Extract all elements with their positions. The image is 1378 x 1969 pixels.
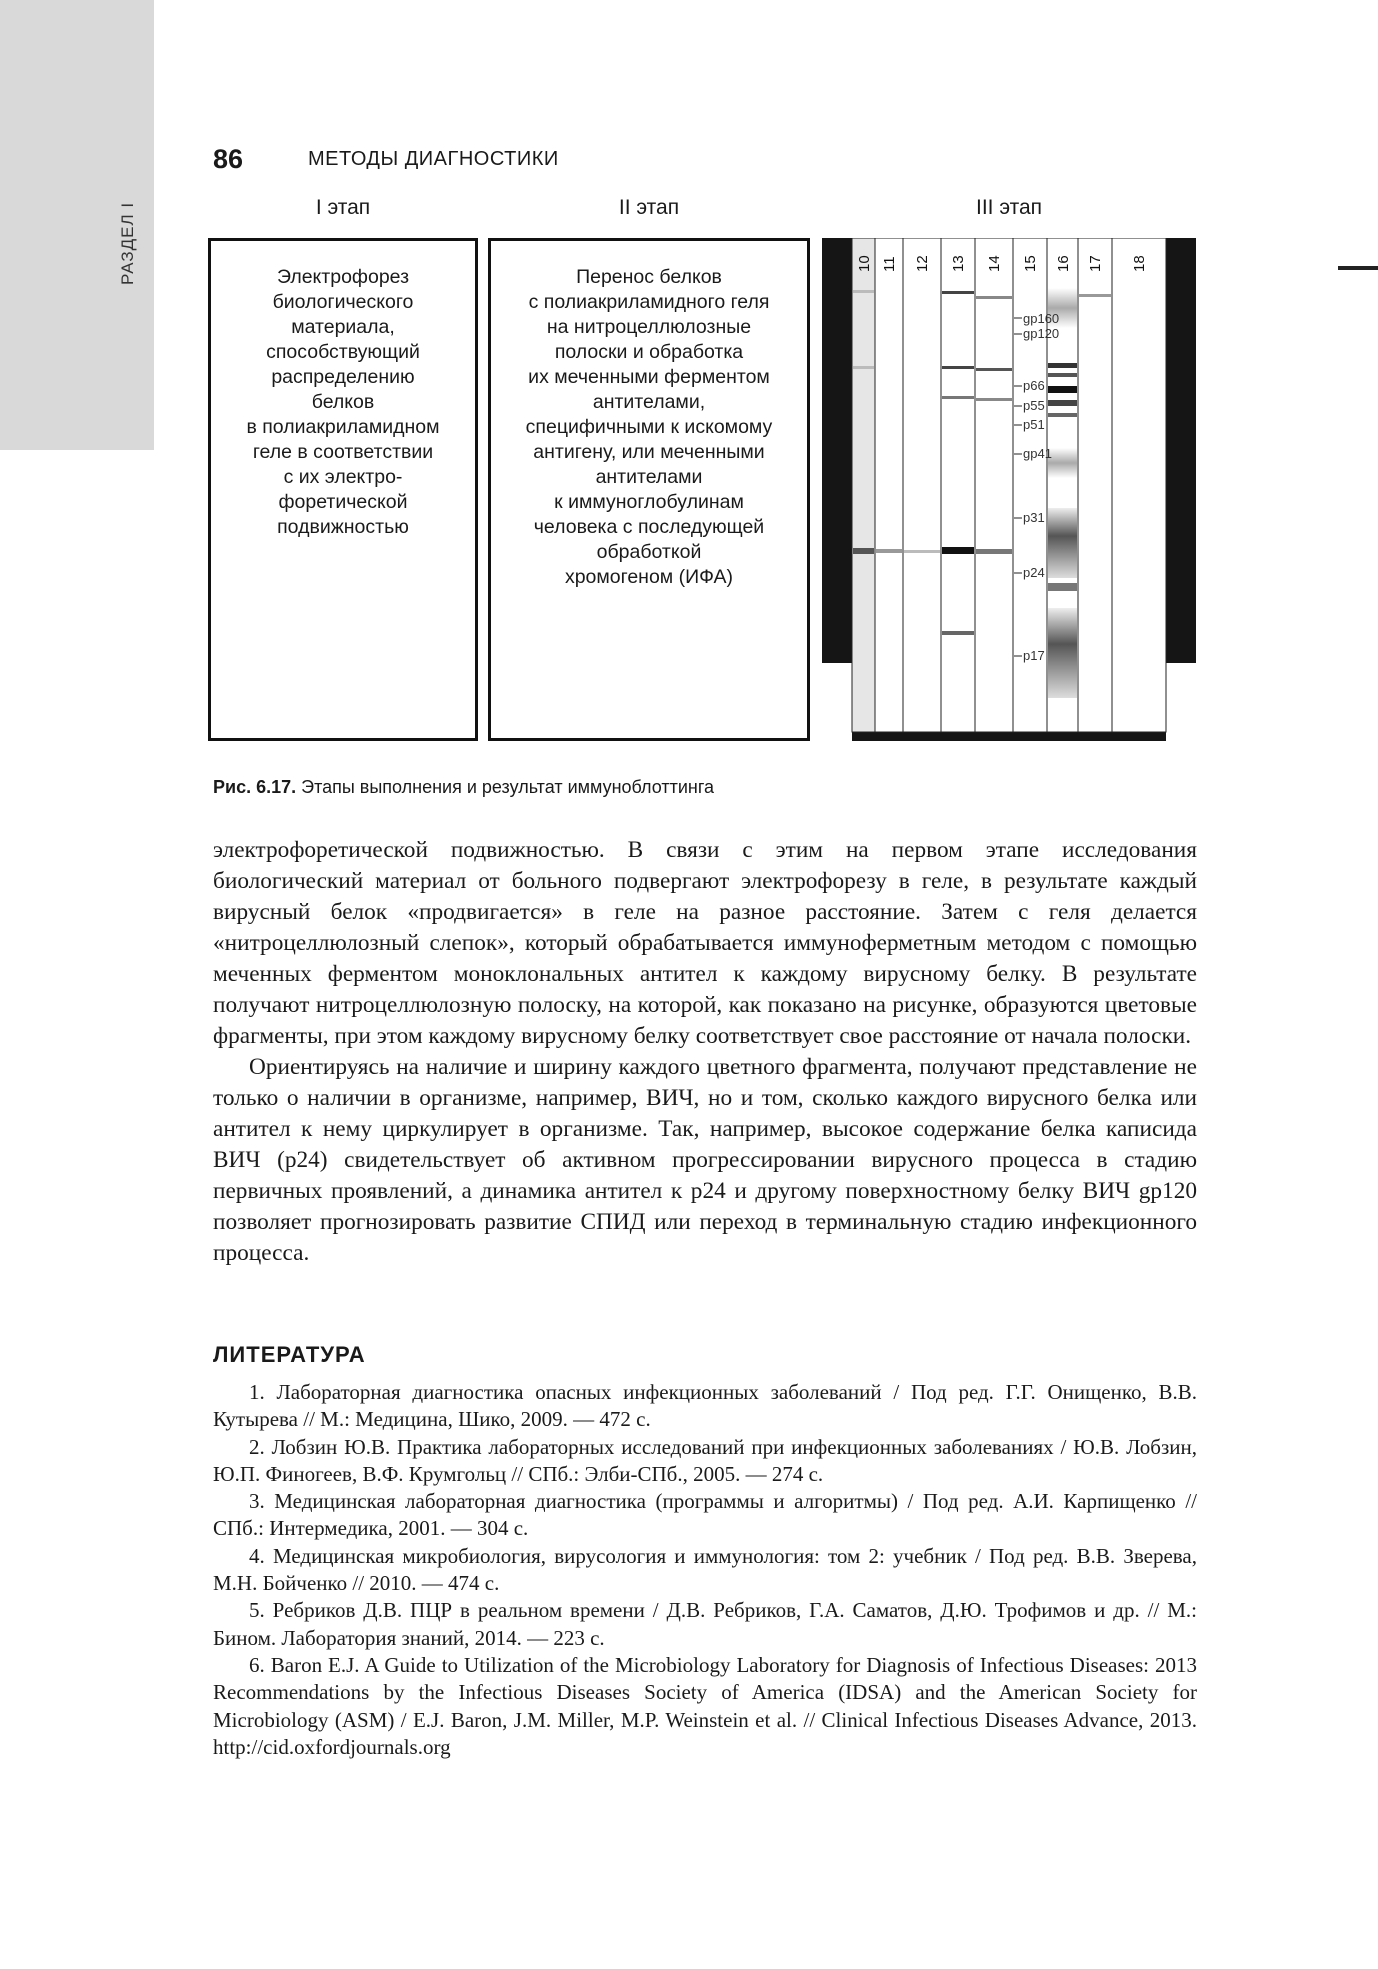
band bbox=[853, 290, 874, 293]
reference-item: 2. Лобзин Ю.В. Практика лабораторных исследований при инфекционных заболеваниях / Ю.В. Лобзин, Ю.П. Финогеев, В.Ф. Крумгольц // СПб.: Элби-СПб., 2005. — 274 с. bbox=[213, 1434, 1197, 1486]
body-paragraph-1: электрофоретической подвижностью. В связи с этим на первом этапе исследования биологический материал от больного подвергают электрофорезу в геле, в результате каждый вирусный белок «продвигается» в геле на разное расстояние. Затем с геля делается «нитроцеллюлозный слепок», который обрабатывается иммуноферметным методом с помощью меченных ферментом моноклональных антител к каждому вирусному белку. В результате получают нитроцеллюлозную полоску, на которой, как показано на рисунке, образуются цветовые фрагменты, при этом каждому вирусному белку соответствует свое расстояние от начала полоски. bbox=[213, 837, 1197, 1049]
stage-2-line: обработкой bbox=[596, 541, 702, 563]
stage-1-title: I этап bbox=[315, 196, 371, 219]
band bbox=[976, 368, 1012, 371]
panel-bottom-left bbox=[822, 663, 852, 741]
caption-label: Рис. 6.17. bbox=[213, 777, 297, 797]
strip-number: 17 bbox=[1087, 255, 1104, 272]
stage-1-line: подвижностью bbox=[277, 516, 409, 538]
stage-1-line: форетической bbox=[278, 491, 408, 513]
strip-number: 18 bbox=[1131, 255, 1148, 272]
band bbox=[1048, 386, 1077, 393]
band bbox=[976, 549, 1012, 554]
band bbox=[1048, 448, 1077, 478]
reference-item: 4. Медицинская микробиология, вирусология и иммунология: том 2: учебник / Под ред. В.В. Зверева, М.Н. Бойченко // 2010. — 474 с. bbox=[213, 1543, 1197, 1596]
stage-1-line: геле в соответствии bbox=[252, 441, 434, 463]
band bbox=[1048, 508, 1077, 578]
strip-14 bbox=[975, 238, 1013, 732]
stage-2-line: Перенос белков bbox=[576, 266, 722, 288]
band bbox=[1048, 400, 1077, 406]
strip-number: 12 bbox=[914, 255, 931, 272]
band bbox=[942, 291, 974, 294]
stage-1-line: биологического bbox=[272, 291, 414, 313]
band bbox=[1048, 373, 1077, 377]
stage-1-line: материала, bbox=[291, 316, 395, 338]
band-label-gp160: gp160 bbox=[1023, 311, 1060, 326]
stage-1-box bbox=[208, 238, 478, 741]
stage-1-line: способствующий bbox=[266, 341, 420, 363]
stage-1-line: Электрофорез bbox=[276, 266, 410, 288]
stage-2-line: хромогеном (ИФА) bbox=[564, 566, 734, 588]
strip-10 bbox=[852, 238, 875, 732]
strip-number: 14 bbox=[986, 255, 1003, 272]
body-paragraph-2: Ориентируясь на наличие и ширину каждого цветного фрагмента, получают представление не только о наличии в организме, например, ВИЧ, но и том, сколько каждого вирусного белка или антител к нему циркулирует в организме. Так, например, высокое содержание белка каписида ВИЧ (p24) свидетельствует об активном прогрессировании вирусного процесса в стадию первичных проявлений, а динамика антител к p24 и другому поверхностному белку ВИЧ gp120 позволяет прогнозировать развитие СПИД или переход в терминальную стадию инфекционного процесса. bbox=[213, 1054, 1197, 1266]
stage-1-line: распределению bbox=[271, 366, 415, 388]
stage-1-line: белков bbox=[311, 391, 375, 413]
stage-2-line: антителами bbox=[595, 466, 703, 488]
stage-2-line: антигену, или меченными bbox=[533, 441, 765, 463]
immunoblot-strips bbox=[822, 238, 1196, 741]
stage-2-line: с полиакриламидного геля bbox=[528, 291, 770, 313]
stage-2-title: II этап bbox=[618, 196, 680, 219]
band bbox=[976, 398, 1012, 401]
panel-bottom-right bbox=[1166, 663, 1196, 741]
strip-number: 16 bbox=[1055, 255, 1072, 272]
stage-2-line: их меченными ферментом bbox=[528, 366, 770, 388]
band bbox=[853, 366, 874, 369]
stage-2-line: на нитроцеллюлозные bbox=[546, 316, 752, 338]
band bbox=[1048, 363, 1077, 368]
caption-text: Этапы выполнения и результат иммуноблоттинга bbox=[296, 777, 715, 797]
reference-item: 1. Лабораторная диагностика опасных инфекционных заболеваний / Под ред. Г.Г. Онищенко, В.В. Кутырева // М.: Медицина, Шико, 2009. — 472 с. bbox=[213, 1380, 1197, 1432]
band bbox=[942, 366, 974, 369]
reference-item: 3. Медицинская лабораторная диагностика (программы и алгоритмы) / Под ред. А.И. Карпищенко // СПб.: Интермедика, 2001. — 304 с. bbox=[213, 1489, 1197, 1541]
strip-18 bbox=[1112, 238, 1166, 732]
strip-number: 11 bbox=[881, 256, 898, 272]
stage-2-box bbox=[488, 238, 810, 741]
stage-2-line: полоски и обработка bbox=[554, 341, 744, 363]
band bbox=[904, 550, 940, 553]
band-label-gp41: gp41 bbox=[1023, 446, 1052, 461]
band bbox=[1048, 413, 1077, 417]
band bbox=[876, 549, 902, 553]
strip-11 bbox=[875, 238, 903, 732]
stage-1-line: с их электро- bbox=[283, 466, 403, 488]
strip-number: 13 bbox=[950, 255, 967, 272]
band-label-p51: p51 bbox=[1023, 417, 1045, 432]
band bbox=[1048, 608, 1077, 698]
stage-2-line: антителами, bbox=[592, 391, 706, 413]
section-side-label: РАЗДЕЛ I bbox=[118, 201, 137, 285]
band bbox=[976, 296, 1012, 299]
running-title: МЕТОДЫ ДИАГНОСТИКИ bbox=[308, 148, 559, 170]
stage-2-line: к иммуноглобулинам bbox=[554, 491, 744, 513]
band-label-gp120: gp120 bbox=[1023, 326, 1060, 341]
band bbox=[942, 547, 974, 554]
reference-item: 5. Ребриков Д.В. ПЦР в реальном времени / Д.В. Ребриков, Г.А. Саматов, Д.Ю. Трофимов и др. // М.: Бином. Лаборатория знаний, 2014. — 223 с. bbox=[213, 1598, 1197, 1650]
stage-3-title: III этап bbox=[975, 196, 1043, 219]
stage-2-line: специфичными к искомому bbox=[525, 416, 773, 438]
stage-1-line: в полиакриламидном bbox=[246, 416, 440, 438]
literature-heading: ЛИТЕРАТУРА bbox=[213, 1342, 366, 1367]
strip-12 bbox=[903, 238, 941, 732]
reference-item: 6. Baron E.J. A Guide to Utilization of the Microbiology Laboratory for Diagnosis of Infectious Diseases: 2013 Recommendations by the Infectious Diseases Society of America (IDSA) and the American Society for Microbiology (ASM) / E.J. Baron, J.M. Miller, M.P. Weinstein et al. // Clinical Infectious Diseases Advance, 2013. http://cid.oxfordjournals.org bbox=[213, 1652, 1197, 1759]
body-text bbox=[213, 835, 1197, 1269]
band-label-p24: p24 bbox=[1023, 565, 1045, 580]
band bbox=[942, 631, 974, 635]
strip-number: 10 bbox=[856, 255, 873, 272]
margin-marker bbox=[1338, 266, 1378, 270]
page-number: 86 bbox=[213, 144, 244, 174]
band bbox=[942, 396, 974, 399]
strip-number: 15 bbox=[1022, 255, 1039, 272]
band bbox=[1048, 583, 1077, 591]
band-label-p55: p55 bbox=[1023, 398, 1045, 413]
band-label-p31: p31 bbox=[1023, 510, 1045, 525]
band-label-p66: p66 bbox=[1023, 378, 1045, 393]
figure-caption bbox=[213, 777, 714, 798]
stage-2-line: человека с последующей bbox=[533, 516, 765, 538]
band bbox=[1079, 294, 1111, 297]
band-label-p17: p17 bbox=[1023, 648, 1045, 663]
immunoblot-strips-panel bbox=[822, 238, 1196, 741]
strip-17 bbox=[1078, 238, 1112, 732]
band bbox=[853, 548, 874, 554]
strip-13 bbox=[941, 238, 975, 732]
reference-list bbox=[213, 1379, 1197, 1761]
